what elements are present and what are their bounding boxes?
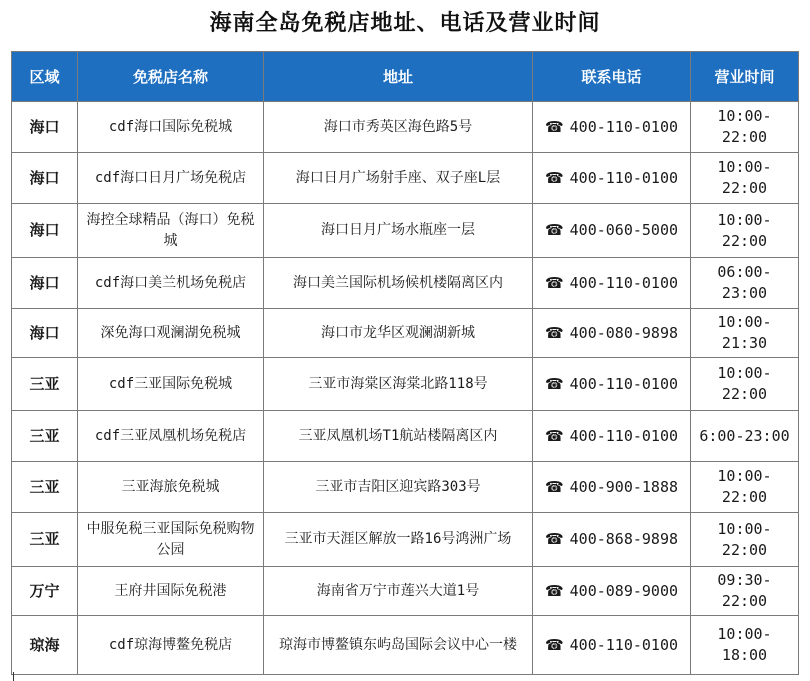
telephone-icon: ☎	[544, 168, 564, 187]
store-name-cell: cdf海口美兰机场免税店	[78, 258, 264, 309]
address-cell: 海口美兰国际机场候机楼隔离区内	[264, 258, 533, 309]
phone-cell	[533, 309, 691, 358]
region-cell: 三亚	[12, 411, 78, 462]
region-cell: 琼海	[12, 616, 78, 675]
hours-cell: 10:00-22:00	[691, 462, 799, 513]
phone-cell	[533, 411, 691, 462]
phone-number: 400-110-0100	[569, 273, 679, 292]
address-cell: 海口市龙华区观澜湖新城	[264, 309, 533, 358]
phone-number: 400-110-0100	[569, 117, 679, 136]
phone-cell	[533, 567, 691, 616]
hours-cell: 10:00-22:00	[691, 513, 799, 567]
hours-cell: 10:00-22:00	[691, 102, 799, 153]
telephone-icon: ☎	[544, 581, 564, 600]
hours-cell: 10:00-22:00	[691, 358, 799, 411]
phone-number: 400-080-9898	[569, 323, 679, 342]
table-row	[12, 411, 799, 462]
phone-number: 400-089-9000	[569, 581, 679, 600]
region-cell: 海口	[12, 258, 78, 309]
table-row	[12, 358, 799, 411]
phone-cell	[533, 462, 691, 513]
region-cell: 万宁	[12, 567, 78, 616]
store-name-cell: cdf海口国际免税城	[78, 102, 264, 153]
region-cell: 海口	[12, 204, 78, 258]
store-name-cell: cdf琼海博鳌免税店	[78, 616, 264, 675]
store-name-cell: cdf海口日月广场免税店	[78, 153, 264, 204]
phone-number: 400-900-1888	[569, 477, 679, 496]
phone-cell	[533, 153, 691, 204]
hours-cell: 10:00-18:00	[691, 616, 799, 675]
text-cursor-mark	[13, 672, 14, 681]
telephone-icon: ☎	[544, 323, 564, 342]
telephone-icon: ☎	[544, 221, 564, 239]
store-name-cell: 深免海口观澜湖免税城	[78, 309, 264, 358]
phone-number: 400-110-0100	[569, 426, 679, 445]
store-name-cell: cdf三亚国际免税城	[78, 358, 264, 411]
phone-cell	[533, 102, 691, 153]
region-cell: 海口	[12, 309, 78, 358]
address-cell: 海口日月广场水瓶座一层	[264, 204, 533, 258]
table-row	[12, 309, 799, 358]
address-cell: 海口日月广场射手座、双子座L层	[264, 153, 533, 204]
region-cell: 海口	[12, 102, 78, 153]
duty-free-store-table	[11, 51, 799, 675]
hours-cell: 6:00-23:00	[691, 411, 799, 462]
table-row	[12, 204, 799, 258]
address-cell: 三亚市吉阳区迎宾路303号	[264, 462, 533, 513]
telephone-icon: ☎	[544, 530, 564, 548]
table-row	[12, 102, 799, 153]
column-header-region: 区域	[12, 52, 78, 102]
phone-cell	[533, 258, 691, 309]
store-name-cell: 中服免税三亚国际免税购物公园	[78, 513, 264, 567]
page-title: 海南全岛免税店地址、电话及营业时间	[209, 10, 601, 36]
telephone-icon: ☎	[544, 635, 564, 654]
phone-number: 400-060-5000	[569, 221, 679, 239]
phone-number: 400-110-0100	[569, 635, 679, 654]
region-cell: 三亚	[12, 358, 78, 411]
store-name-cell: 海控全球精品（海口）免税城	[78, 204, 264, 258]
hours-cell: 10:00-21:30	[691, 309, 799, 358]
telephone-icon: ☎	[544, 477, 564, 496]
column-header-address: 地址	[264, 52, 533, 102]
address-cell: 三亚凤凰机场T1航站楼隔离区内	[264, 411, 533, 462]
table-header-row	[12, 52, 799, 102]
address-cell: 海口市秀英区海色路5号	[264, 102, 533, 153]
column-header-store-name: 免税店名称	[78, 52, 264, 102]
address-cell: 海南省万宁市莲兴大道1号	[264, 567, 533, 616]
telephone-icon: ☎	[544, 426, 564, 445]
region-cell: 三亚	[12, 462, 78, 513]
table-row	[12, 616, 799, 675]
store-name-cell: 三亚海旅免税城	[78, 462, 264, 513]
hours-cell: 09:30-22:00	[691, 567, 799, 616]
phone-cell	[533, 358, 691, 411]
region-cell: 海口	[12, 153, 78, 204]
table-row	[12, 258, 799, 309]
table-row	[12, 513, 799, 567]
phone-cell	[533, 204, 691, 258]
phone-cell	[533, 616, 691, 675]
telephone-icon: ☎	[544, 117, 564, 136]
phone-number: 400-110-0100	[569, 168, 679, 187]
telephone-icon: ☎	[544, 273, 564, 292]
address-cell: 三亚市海棠区海棠北路118号	[264, 358, 533, 411]
region-cell: 三亚	[12, 513, 78, 567]
telephone-icon: ☎	[544, 374, 564, 393]
table-row	[12, 567, 799, 616]
hours-cell: 10:00-22:00	[691, 204, 799, 258]
table-row	[12, 462, 799, 513]
phone-cell	[533, 513, 691, 567]
address-cell: 三亚市天涯区解放一路16号鸿洲广场	[264, 513, 533, 567]
phone-number: 400-868-9898	[569, 530, 679, 548]
hours-cell: 06:00-23:00	[691, 258, 799, 309]
column-header-hours: 营业时间	[691, 52, 799, 102]
address-cell: 琼海市博鳌镇东屿岛国际会议中心一楼	[264, 616, 533, 675]
store-name-cell: 王府井国际免税港	[78, 567, 264, 616]
table-row	[12, 153, 799, 204]
phone-number: 400-110-0100	[569, 374, 679, 393]
store-name-cell: cdf三亚凤凰机场免税店	[78, 411, 264, 462]
hours-cell: 10:00-22:00	[691, 153, 799, 204]
column-header-phone: 联系电话	[533, 52, 691, 102]
